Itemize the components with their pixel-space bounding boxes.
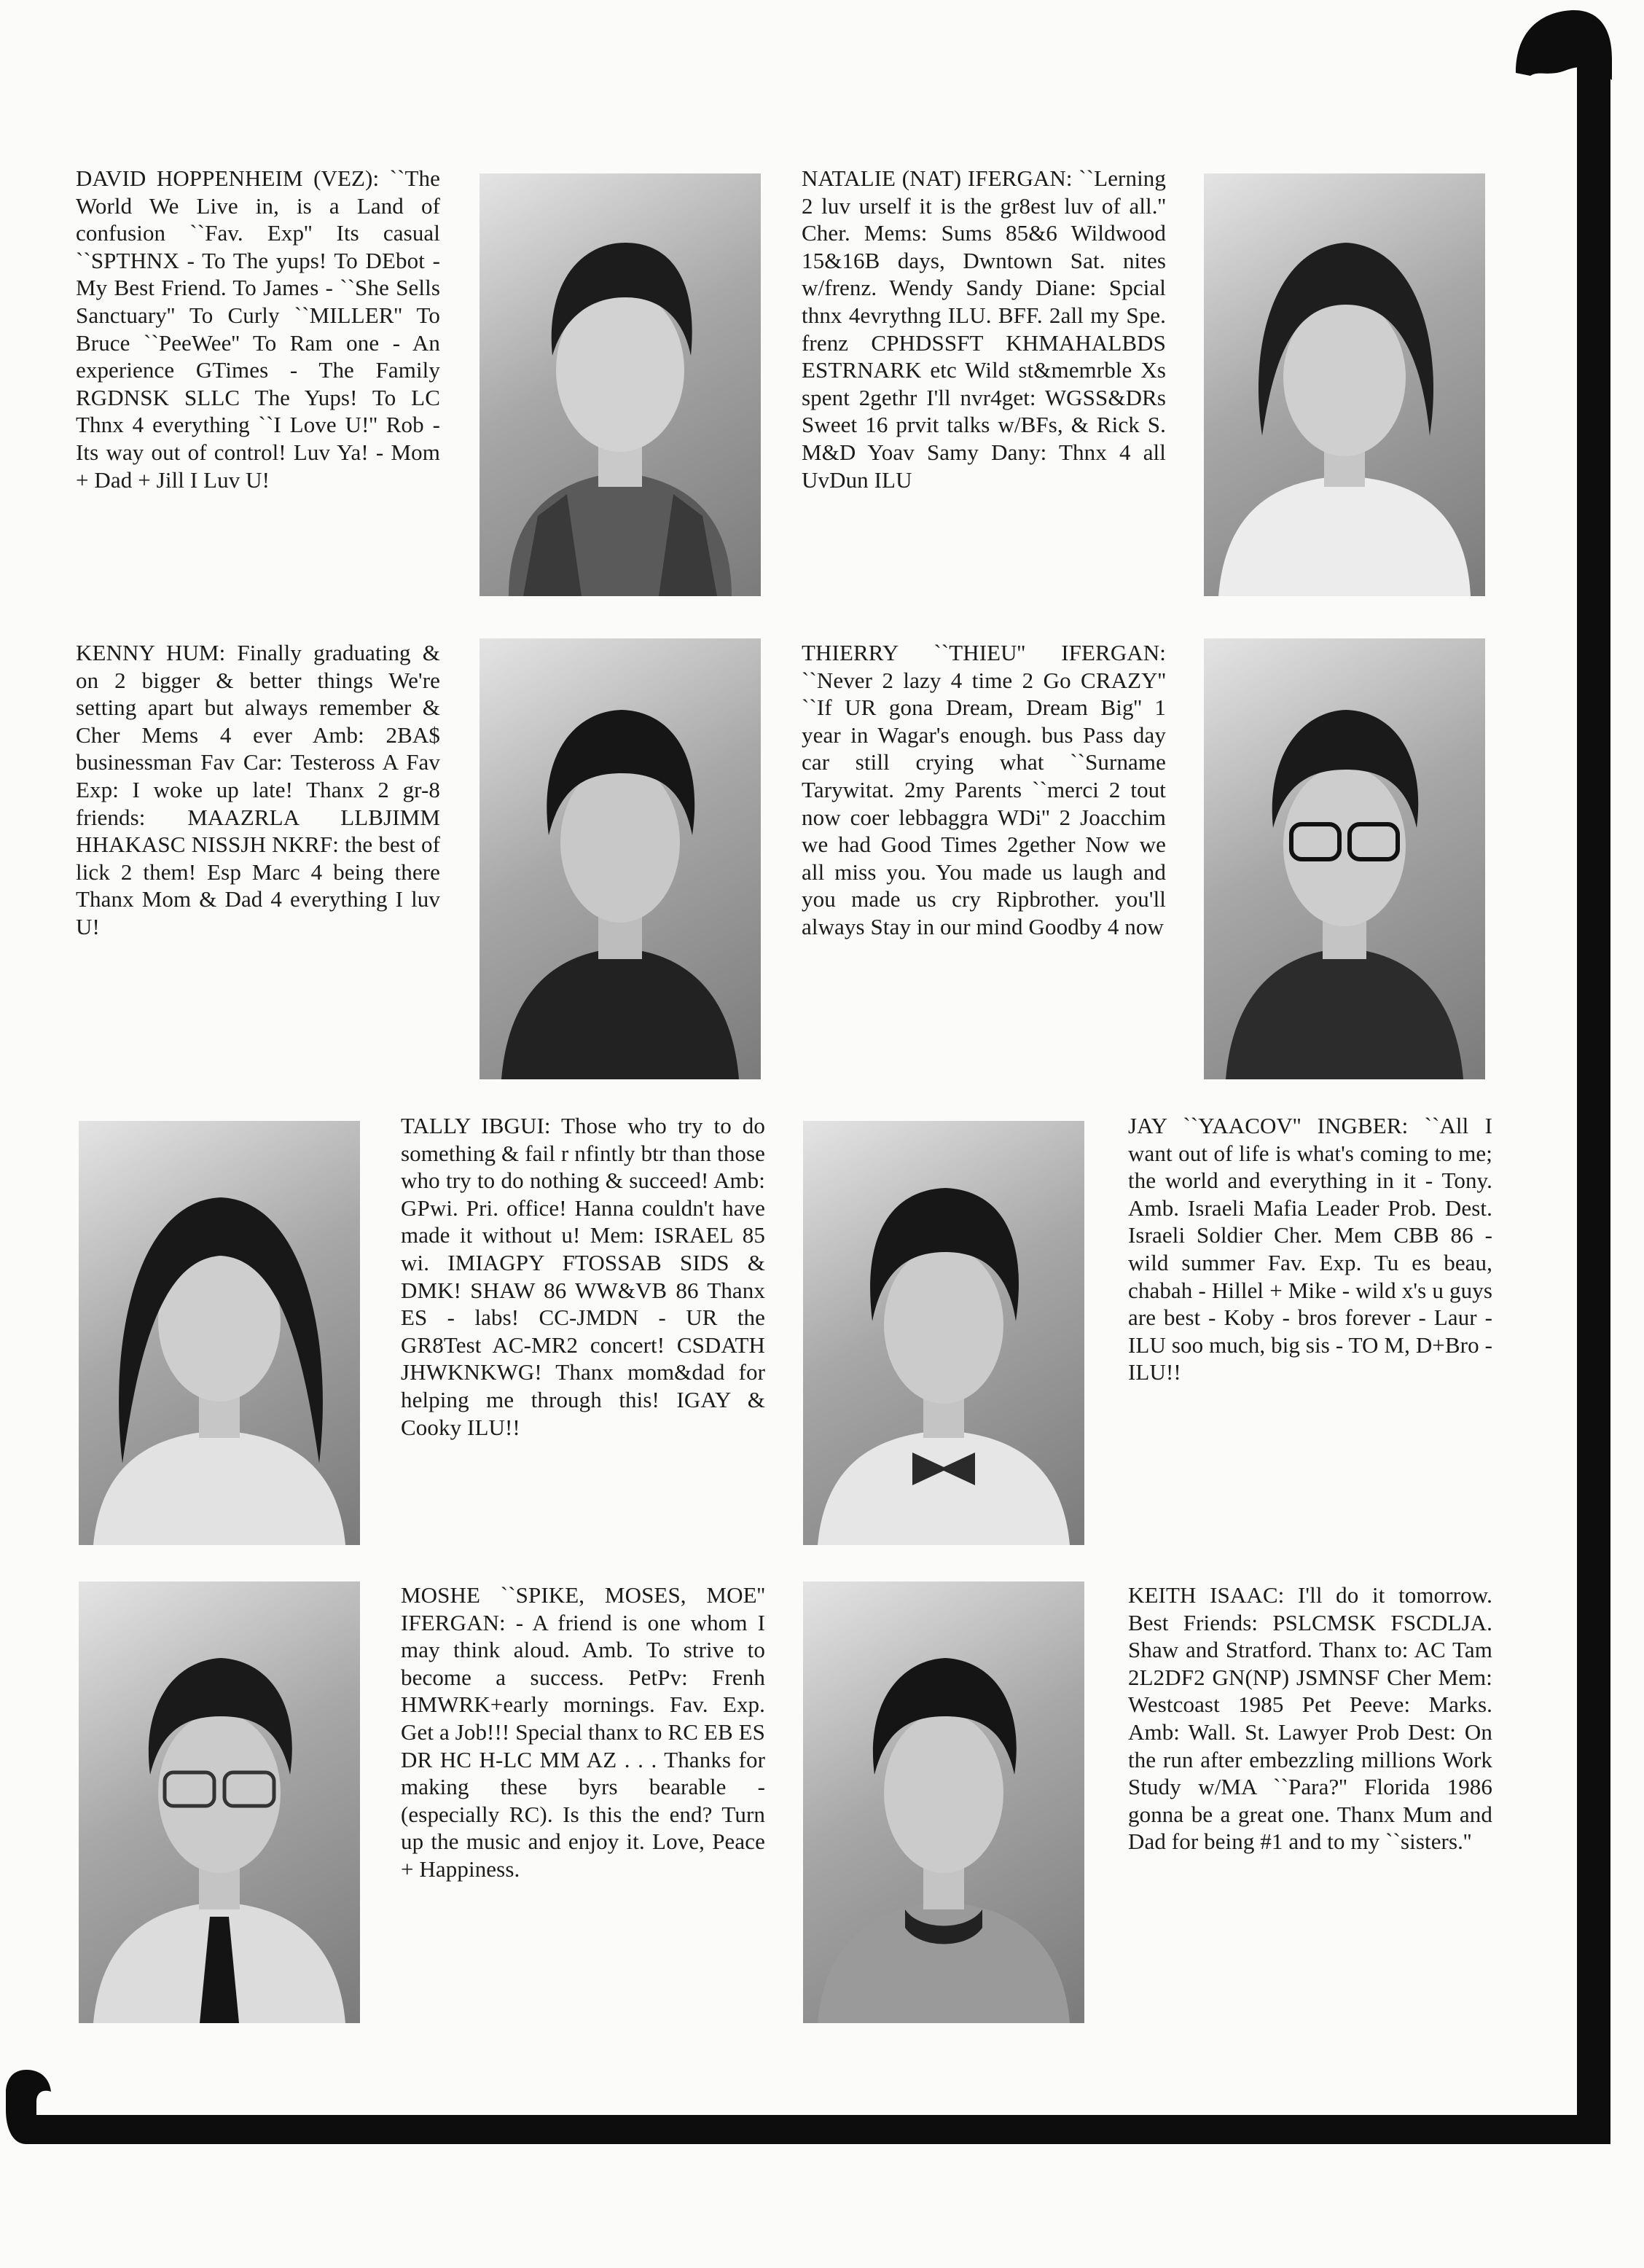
student-portrait-photo bbox=[480, 638, 761, 1079]
student-bio: THIERRY ``THIEU'' IFERGAN: ``Never 2 lazy 4 time 2 Go CRAZY'' ``If UR gona Dream, Dream Big'' 1 year in Wagar's enough. bus Pass day car still crying what ``Surname Tarywitat. 2my Parents ``merci 2 tout now coer lebbaggra WDi'' 2 Joacchim we had Good Times 2gether Now we all miss you. You made us laugh and you made us cry Ripbrother. you'll always Stay in our mind Goodby 4 now bbox=[802, 640, 1166, 939]
student-portrait-photo bbox=[79, 1581, 360, 2023]
student-bio: KEITH ISAAC: I'll do it tomorrow. Best Friends: PSLCMSK FSCDLJA. Shaw and Stratford. Thanx to: AC Tam 2L2DF2 GN(NP) JSMNSF Cher Mem: Westcoast 1985 Pet Peeve: Marks. Amb: Wall. St. Lawyer Prob Dest: On the run after embezzling millions Work Study w/MA ``Para?'' Florida 1986 gonna be a great one. Thanx Mum and Dad for being #1 and to my ``sisters.'' bbox=[1128, 1582, 1492, 1855]
portrait-silhouette bbox=[1204, 638, 1485, 1079]
student-portrait-photo bbox=[480, 173, 761, 596]
portrait-silhouette bbox=[803, 1581, 1084, 2023]
frame-right-bar bbox=[1577, 60, 1610, 2144]
portrait-silhouette bbox=[803, 1121, 1084, 1545]
portrait-silhouette bbox=[79, 1581, 360, 2023]
frame-bottom-bar bbox=[26, 2115, 1610, 2144]
student-bio: DAVID HOPPENHEIM (VEZ): ``The World We Live in, is a Land of confusion ``Fav. Exp'' Its casual ``SPTHNX - To The yups! To DEbot - My Best Friend. To James - ``She Sells Sanctuary'' To Curly ``MILLER'' To Bruce ``PeeWee'' To Ram one - An experience GTimes - The Family RGDNSK SLLC The Yups! To LC Thnx 4 everything ``I Love U!'' Rob - Its way out of control! Luv Ya! - Mom + Dad + Jill I Luv U! bbox=[76, 165, 440, 493]
portrait-silhouette bbox=[480, 173, 761, 596]
student-bio: MOSHE ``SPIKE, MOSES, MOE'' IFERGAN: - A friend is one whom I may think aloud. Amb. To strive to become a success. PetPv: Frenh HMWRK+early mornings. Fav. Exp. Get a Job!!! Special thanx to RC EB ES DR HC H-LC MM AZ . . . Thanks for making these byrs bearable - (especially RC). Is this the end? Turn up the music and enjoy it. Love, Peace + Happiness. bbox=[401, 1582, 765, 1882]
student-bio: TALLY IBGUI: Those who try to do something & fail r nfintly btr than those who try to do nothing & succeed! Amb: GPwi. Pri. office! Hanna couldn't have made it without u! Mem: ISRAEL 85 wi. IMIAGPY FTOSSAB SIDS & DMK! SHAW 86 WW&VB 86 Thanx ES - labs! CC-JMDN - UR the GR8Test AC-MR2 concert! CSDATH JHWKNKWG! Thanx mom&dad for helping me through this! IGAY & Cooky ILU!! bbox=[401, 1113, 765, 1440]
portrait-silhouette bbox=[79, 1121, 360, 1545]
student-portrait-photo bbox=[803, 1581, 1084, 2023]
student-bio: NATALIE (NAT) IFERGAN: ``Lerning 2 luv urself it is the gr8est luv of all.'' Cher. Mems: Sums 85&6 Wildwood 15&16B days, Dwntown Sat. nites w/frenz. Wendy Sandy Diane: Spcial thnx 4evrythng ILU. BFF. 2all my Spe. frenz CPHDSSFT KHMAHALBDS ESTRNARK etc Wild st&memrble Xs spent 2gethr I'll nvr4get: WGSS&DRs Sweet 16 prvit talks w/BFs, & Rick S. M&D Yoav Samy Dany: Thnx 4 all UvDun ILU bbox=[802, 165, 1166, 493]
student-bio: JAY ``YAACOV'' INGBER: ``All I want out of life is what's coming to me; the world and everything in it - Tony. Amb. Israeli Mafia Leader Prob. Dest. Israeli Soldier Cher. Mem CBB 86 - wild summer Fav. Exp. Tu es beau, chabah - Hillel + Mike - wild x's u guys are best - Koby - bros forever - Laur - ILU soo much, big sis - TO M, D+Bro - ILU!! bbox=[1128, 1113, 1492, 1385]
student-portrait-photo bbox=[1204, 638, 1485, 1079]
portrait-silhouette bbox=[480, 638, 761, 1079]
student-portrait-photo bbox=[79, 1121, 360, 1545]
student-portrait-photo bbox=[803, 1121, 1084, 1545]
student-bio: KENNY HUM: Finally graduating & on 2 bigger & better things We're setting apart but always remember & Cher Mems 4 ever Amb: 2BA$ businessman Fav Car: Testeross A Fav Exp: I woke up late! Thanx 2 gr-8 friends: MAAZRLA LLBJIMM HHAKASC NISSJH NKRF: the best of lick 2 them! Esp Marc 4 being there Thanx Mom & Dad 4 everything I luv U! bbox=[76, 640, 440, 939]
student-portrait-photo bbox=[1204, 173, 1485, 596]
portrait-silhouette bbox=[1204, 173, 1485, 596]
